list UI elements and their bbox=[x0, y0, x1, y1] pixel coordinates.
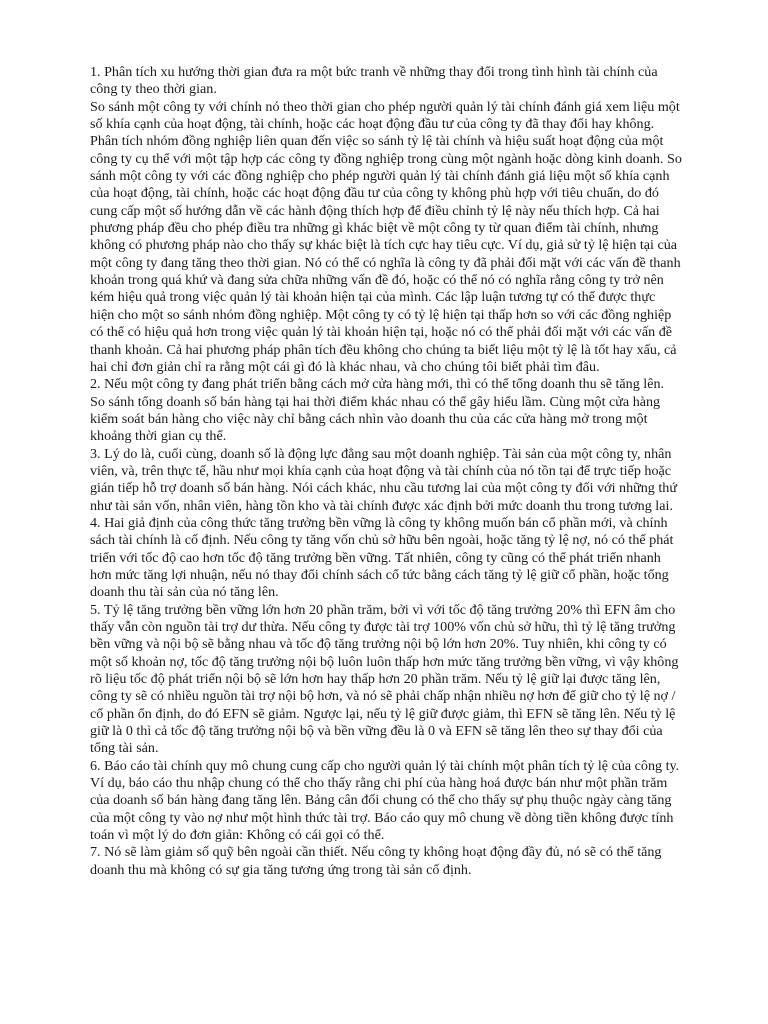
paragraph-1-heading: 1. Phân tích xu hướng thời gian đưa ra một bức tranh về những thay đổi trong tình hình tài chính của công ty theo thời gian. bbox=[90, 64, 658, 98]
paragraph-3: 3. Lý do là, cuối cùng, doanh số là động lực đằng sau một doanh nghiệp. Tài sản của một công ty, nhân viên, và, trên thực tế, hầu như mọi khía cạnh của hoạt động và tài chính của nó tồn tại để trực tiếp hoặc gián tiếp hỗ trợ doanh số bán hàng. Nói cách khác, nhu cầu tương lai của một công ty đối với những thứ như tài sản vốn, nhân viên, hàng tồn kho và tài chính được xác định bởi mức doanh thu trong tương lai. bbox=[90, 445, 677, 514]
paragraph-2-body: So sánh tổng doanh số bán hàng tại hai thời điểm khác nhau có thể gây hiểu lầm. Cùng một cửa hàng kiểm soát bán hàng cho việc này chỉ bằng cách nhìn vào doanh thu của các cửa hàng mở trong một khoảng thời gian cụ thể. bbox=[90, 393, 661, 445]
paragraph-2-heading: 2. Nếu một công ty đang phát triển bằng cách mở cửa hàng mới, thì có thể tổng doanh thu sẽ tăng lên. bbox=[90, 376, 665, 393]
paragraph-6: 6. Báo cáo tài chính quy mô chung cung cấp cho người quản lý tài chính một phân tích tỷ lệ của công ty. Ví dụ, báo cáo thu nhập chung có thể cho thấy rằng chi phí của hàng hoá được bán như một phần trăm của doanh số bán hàng đang tăng lên. Bảng cân đối chung có thể cho thấy sự phụ thuộc ngày càng tăng của một công ty vào nợ như một hình thức tài trợ. Báo cáo quy mô chung về dòng tiền không được tính toán vì một lý do đơn giản: Không có cái gọi có thể. bbox=[90, 757, 680, 844]
paragraph-4: 4. Hai giả định của công thức tăng trưởng bền vững là công ty không muốn bán cổ phần mới, và chính sách tài chính là cố định. Nếu công ty tăng vốn chủ sở hữu bên ngoài, hoặc tăng tỷ lệ nợ, nó có thể phát triển với tốc độ cao hơn tốc độ tăng trưởng bền vững. Tất nhiên, công ty cũng có thể phát triển nhanh hơn mức tăng lợi nhuận, nếu nó thay đổi chính sách cổ tức bằng cách tăng tỷ lệ giữ cổ phần, hoặc tổng doanh thu tài sản của nó tăng lên. bbox=[90, 514, 674, 601]
paragraph-5: 5. Tỷ lệ tăng trưởng bền vững lớn hơn 20 phần trăm, bởi vì với tốc độ tăng trưởng 20% thì EFN âm cho thấy vẫn còn nguồn tài trợ dư thừa. Nếu công ty được tài trợ 100% vốn chủ sở hữu, thì tỷ lệ tăng trưởng bền vững và nội bộ sẽ bằng nhau và tốc độ tăng trưởng nội bộ lớn hơn 20%. Tuy nhiên, khi công ty có một số khoản nợ, tốc độ tăng trưởng nội bộ luôn luôn thấp hơn mức tăng trưởng bền vững, vì vậy không rõ liệu tốc độ phát triển nội bộ sẽ lớn hơn hay thấp hơn 20 phần trăm. Nếu tỷ lệ giữ lại được tăng lên, công ty sẽ có nhiều nguồn tài trợ nội bộ hơn, và nó sẽ phải chấp nhận nhiều nợ hơn để giữ cho tỷ lệ nợ / cổ phần ổn định, do đó EFN sẽ giảm. Ngược lại, nếu tỷ lệ giữ được giảm, thì EFN sẽ tăng lên. Nếu tỷ lệ giữ là 0 thì cả tốc độ tăng trưởng nội bộ và bền vững đều là 0 và EFN sẽ tăng lên theo sự thay đổi của tổng tài sản. bbox=[90, 601, 679, 757]
paragraph-7: 7. Nó sẽ làm giảm số quỹ bên ngoài cần thiết. Nếu công ty không hoạt động đầy đủ, nó sẽ có thể tăng doanh thu mà không có sự gia tăng tương ứng trong tài sản cố định. bbox=[90, 844, 662, 878]
document-body bbox=[90, 64, 682, 879]
paragraph-1-body: So sánh một công ty với chính nó theo thời gian cho phép người quản lý tài chính đánh giá xem liệu một số khía cạnh của hoạt động, tài chính, hoặc các hoạt động đầu tư của công ty đã thay đổi hay không. Phân tích nhóm đồng nghiệp liên quan đến việc so sánh tỷ lệ tài chính và hiệu suất hoạt động của một công ty cụ thể với một tập hợp các công ty đồng nghiệp trong cùng một ngành hoặc dòng kinh doanh. So sánh một công ty với các đồng nghiệp cho phép người quản lý tài chính đánh giá liệu một số khía cạnh của hoạt động, tài chính, hoặc các hoạt động đầu tư của công ty không phù hợp với tiêu chuẩn, do đó cung cấp một số hướng dẫn về các hành động thích hợp để điều chỉnh tỷ lệ này nếu thích hợp. Cả hai phương pháp đều cho phép điều tra những gì khác biệt về một công ty từ quan điểm tài chính, nhưng không có phương pháp nào cho thấy sự khác biệt là tích cực hay tiêu cực. Ví dụ, giả sử tỷ lệ hiện tại của một công ty đang tăng theo thời gian. Nó có thể có nghĩa là công ty đã phải đối mặt với các vấn đề thanh khoản trong quá khứ và đang sửa chữa những vấn đề đó, hoặc có thể nó có nghĩa rằng công ty trở nên kém hiệu quả trong việc quản lý tài khoản hiện tại của mình. Các lập luận tương tự có thể được thực hiện cho một so sánh nhóm đồng nghiệp. Một công ty có tỷ lệ hiện tại thấp hơn so với các đồng nghiệp có thể có hiệu quả hơn trong việc quản lý tài khoản hiện tại, hoặc nó có thể phải đối mặt với các vấn đề thanh khoản. Cả hai phương pháp phân tích đều không cho chúng ta biết liệu một tỷ lệ là tốt hay xấu, cả hai chỉ đơn giản chỉ ra rằng một cái gì đó là khác nhau, và cho chúng tôi biết phải tìm đâu. bbox=[90, 98, 682, 375]
